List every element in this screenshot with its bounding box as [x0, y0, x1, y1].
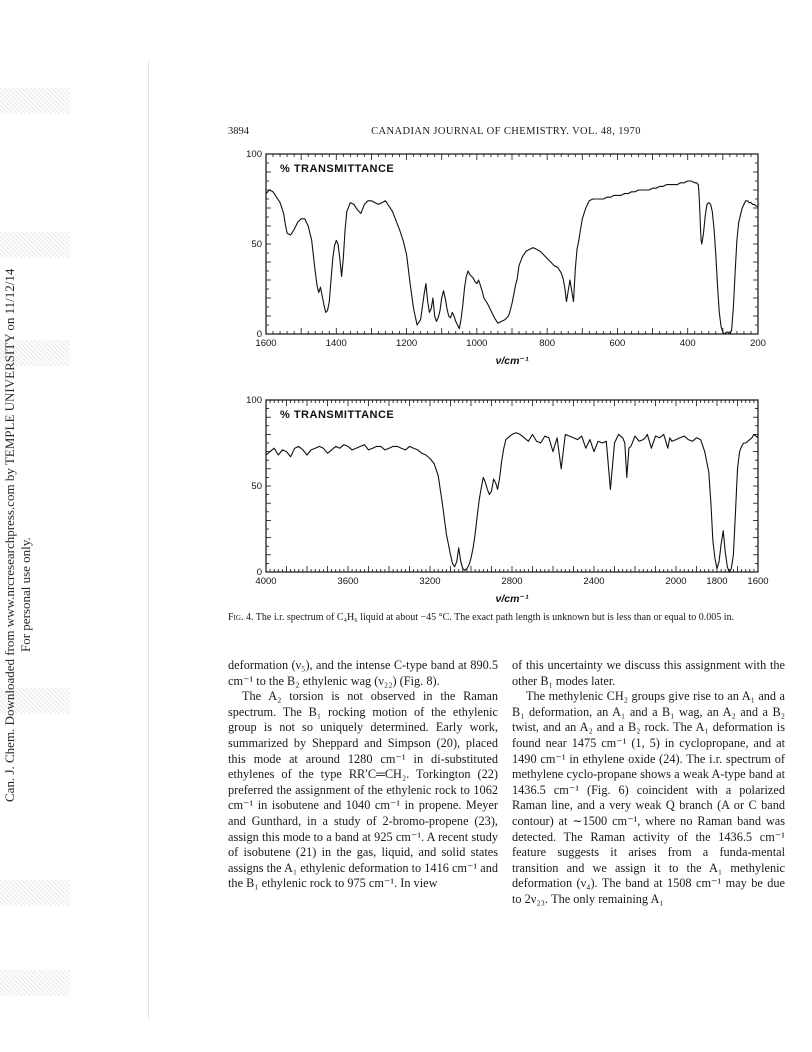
paragraph: The A₂ torsion is not observed in the Raman spectrum. The B₁ rocking motion of the ethylenic group is not so uniquely determined. Early work, summarized by Sheppard and Simpson (20), placed this mode at around 1280 cm⁻¹ in di-substituted ethylenes of the type RR′C═CH₂. Torkington (22) preferred the assignment of the ethylenic rock to 1062 cm⁻¹ in isobutene and 1040 cm⁻¹ in propene. Meyer and Gunthard, in a study of 2-bromo-propene (23), assign this mode to a band at 925 cm⁻¹. A recent study of isobutene (21) in the gas, liquid, and solid states assigns the A₁ ethylenic deformation to 1416 cm⁻¹ and the B₁ ethylenic rock to 975 cm⁻¹. In view — [228, 689, 498, 891]
x-tick-label: 600 — [609, 338, 626, 349]
y-tick-label: 0 — [256, 329, 262, 340]
x-tick-label: 1800 — [706, 576, 728, 587]
figure-caption — [228, 612, 786, 624]
plot-frame — [266, 154, 758, 334]
watermark-line-1: Can. J. Chem. Downloaded from www.nrcresearchpress.com by TEMPLE UNIVERSITY on 11/12/14 — [2, 268, 17, 802]
caption-text: The i.r. spectrum of C₄H₆ liquid at about −45 °C. The exact path length is unknown but is less than or equal to 0.005 in. — [255, 612, 735, 623]
x-tick-label: 1000 — [466, 338, 488, 349]
page-number: 3894 — [228, 126, 249, 137]
page-margin-rule — [148, 60, 149, 1020]
paragraph: deformation (ν₅), and the intense C-type band at 890.5 cm⁻¹ to the B₂ ethylenic wag (ν₂₂) (Fig. 8). — [228, 658, 498, 688]
x-tick-label: 1600 — [747, 576, 769, 587]
x-tick-label: 400 — [679, 338, 696, 349]
y-axis-label: % TRANSMITTANCE — [280, 163, 395, 175]
x-tick-label: 3600 — [337, 576, 359, 587]
y-tick-label: 50 — [251, 239, 262, 250]
y-axis-label: % TRANSMITTANCE — [280, 409, 395, 421]
x-tick-label: 200 — [750, 338, 766, 349]
y-tick-label: 100 — [246, 395, 262, 406]
paragraph: of this uncertainty we discuss this assignment with the other B₁ modes later. — [512, 658, 785, 688]
x-tick-label: 2000 — [665, 576, 687, 587]
watermark-line-2: For personal use only. — [18, 537, 33, 652]
figure-4 — [238, 148, 784, 618]
spectrum-trace — [266, 433, 758, 572]
x-tick-label: 2400 — [583, 576, 605, 587]
x-tick-label: 1600 — [255, 338, 277, 349]
scan-speckle — [0, 880, 70, 906]
ir-spectra-svg — [238, 148, 784, 618]
journal-title: CANADIAN JOURNAL OF CHEMISTRY. VOL. 48, 1970 — [371, 126, 641, 137]
paragraph: The methylenic CH₂ groups give rise to an A₁ and a B₁ deformation, an A₁ and a B₁ wag, an A₂ and a B₂ twist, and an A₂ and a B₂ rock. The A₁ deformation is found near 1475 cm⁻¹ (1, 5) in cyclopropane, and at 1490 cm⁻¹ in ethylene oxide (24). The i.r. spectrum of methylene cyclo-propane shows a weak A-type band at 1436.5 cm⁻¹ (Fig. 6) coincident with a polarized Raman line, and a very weak Q branch (A or C band contour) at ∼1500 cm⁻¹, where no Raman band was detected. The Raman activity of the 1436.5 cm⁻¹ feature suggests it arises from a funda-mental transition and we assign it to the A₁ methylenic deformation (ν₄). The band at 1508 cm⁻¹ may be due to 2ν₂₃. The only remaining A₁ — [512, 689, 785, 906]
scan-speckle — [0, 88, 70, 114]
x-axis-label: ν/cm⁻¹ — [495, 593, 529, 605]
y-tick-label: 0 — [256, 567, 262, 578]
scan-speckle — [0, 970, 70, 996]
y-tick-label: 100 — [246, 149, 262, 160]
x-tick-label: 1400 — [325, 338, 347, 349]
x-tick-label: 1200 — [396, 338, 418, 349]
x-tick-label: 4000 — [255, 576, 277, 587]
spectrum-trace — [266, 181, 758, 334]
download-watermark — [2, 262, 46, 802]
body-column-left — [228, 658, 498, 892]
x-tick-label: 3200 — [419, 576, 441, 587]
x-tick-label: 2800 — [501, 576, 523, 587]
x-axis-label: ν/cm⁻¹ — [495, 355, 529, 367]
running-header — [228, 126, 784, 142]
caption-label: Fig. 4. — [228, 612, 254, 623]
body-column-right — [512, 658, 785, 908]
x-tick-label: 800 — [539, 338, 556, 349]
y-tick-label: 50 — [251, 481, 262, 492]
scan-speckle — [0, 232, 70, 258]
plot-frame — [266, 400, 758, 572]
